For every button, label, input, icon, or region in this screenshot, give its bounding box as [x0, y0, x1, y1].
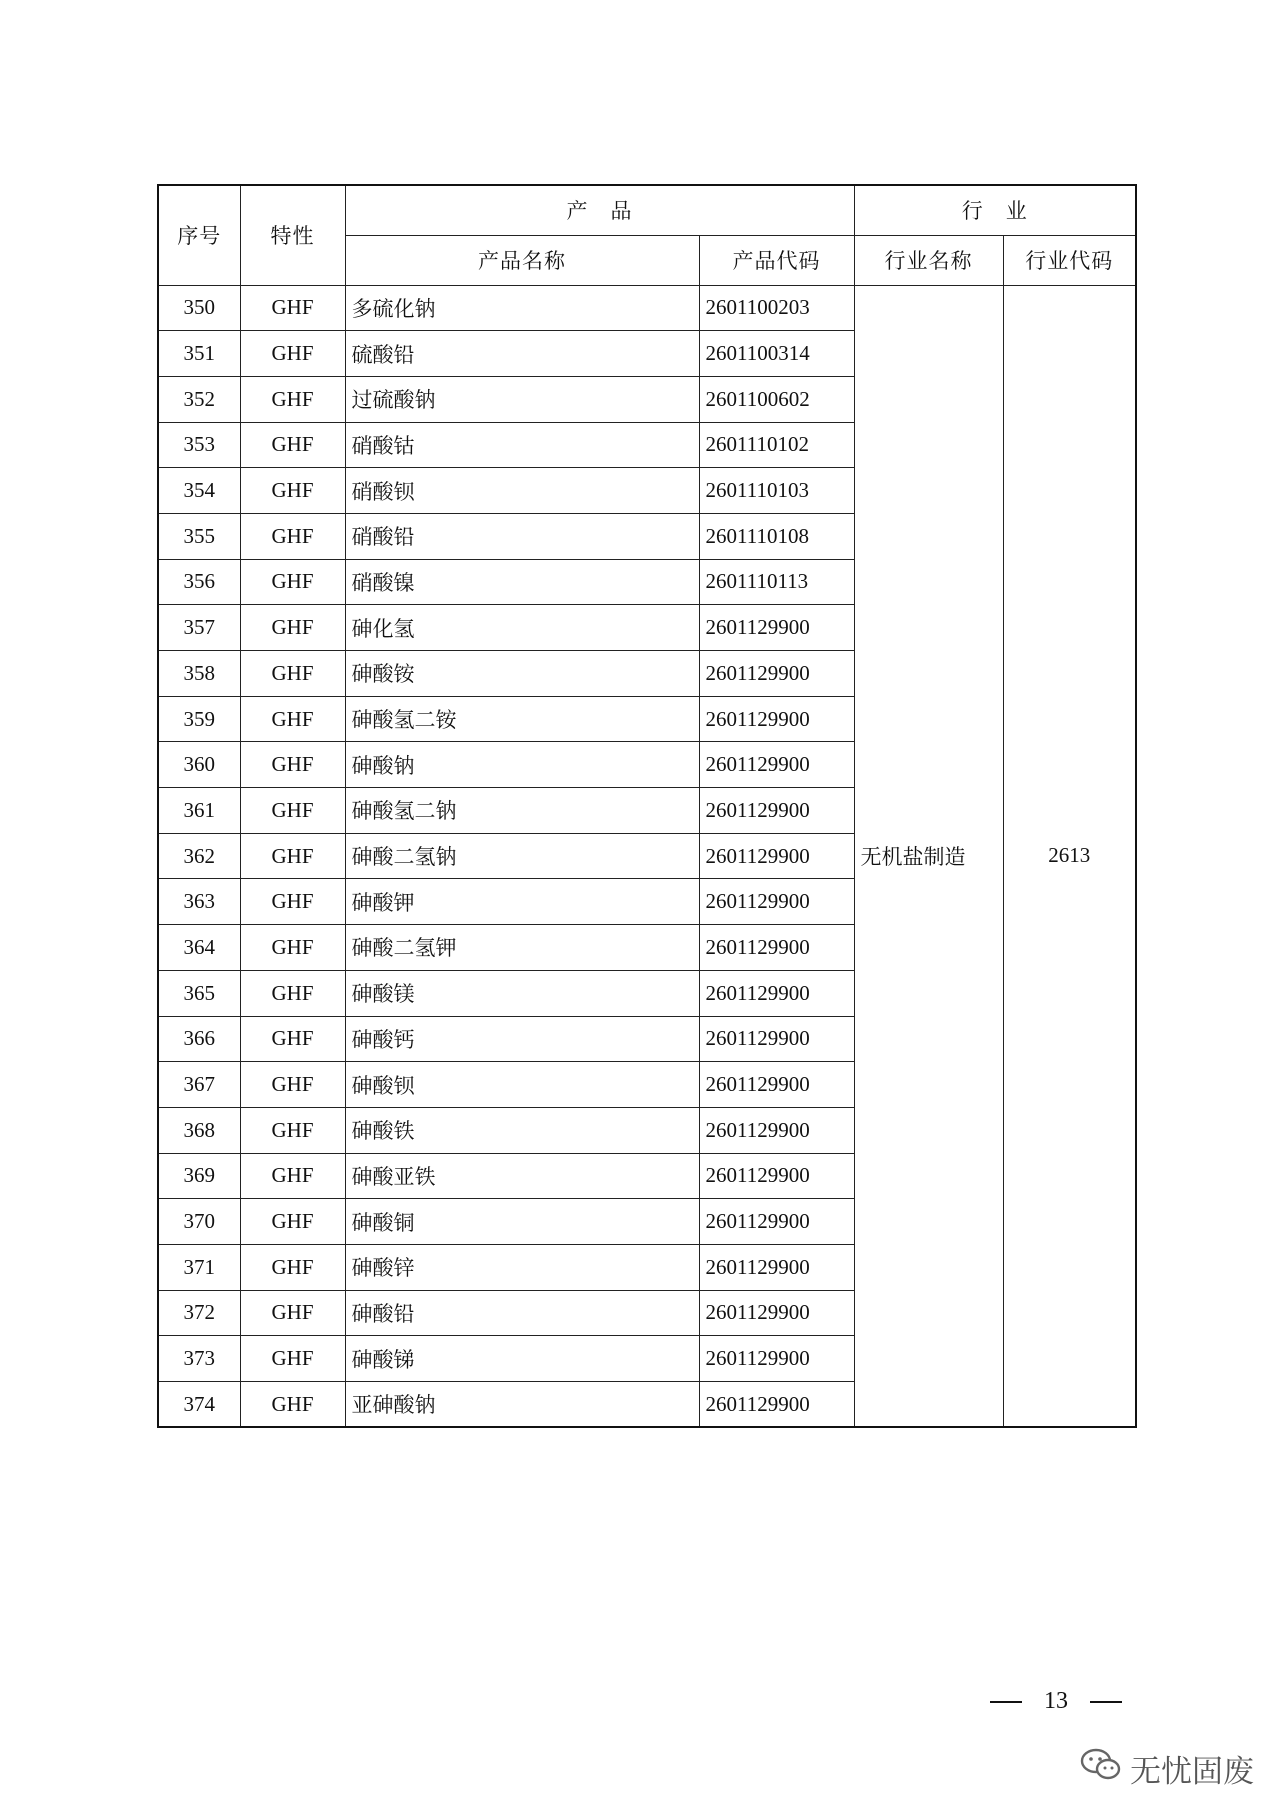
seq-cell: 351: [158, 331, 240, 377]
product-code-cell: 2601110102: [699, 422, 854, 468]
seq-cell: 354: [158, 468, 240, 514]
page-number: [990, 1688, 1122, 1715]
property-cell: GHF: [240, 1107, 345, 1153]
product-name-cell: 砷酸钠: [345, 742, 699, 788]
seq-cell: 364: [158, 925, 240, 971]
property-cell: GHF: [240, 605, 345, 651]
seq-cell: 368: [158, 1107, 240, 1153]
product-name-cell: 亚砷酸钠: [345, 1382, 699, 1428]
product-name-cell: 砷酸氢二铵: [345, 696, 699, 742]
product-name-cell: 砷酸亚铁: [345, 1153, 699, 1199]
property-cell: GHF: [240, 879, 345, 925]
product-code-cell: 2601129900: [699, 1107, 854, 1153]
seq-cell: 366: [158, 1016, 240, 1062]
property-cell: GHF: [240, 468, 345, 514]
product-code-cell: 2601110103: [699, 468, 854, 514]
product-name-cell: 砷酸二氢钠: [345, 833, 699, 879]
seq-cell: 352: [158, 376, 240, 422]
seq-cell: 370: [158, 1199, 240, 1245]
product-code-cell: 2601129900: [699, 651, 854, 697]
seq-cell: 367: [158, 1062, 240, 1108]
product-code-cell: 2601129900: [699, 1016, 854, 1062]
page-number-text: 13: [1044, 1688, 1068, 1714]
watermark: [1080, 1746, 1254, 1791]
property-cell: GHF: [240, 1153, 345, 1199]
product-code-cell: 2601110113: [699, 559, 854, 605]
industry-code-header: 行业代码: [1003, 235, 1136, 285]
product-name-cell: 硫酸铅: [345, 331, 699, 377]
table-row: [158, 285, 1136, 331]
property-cell: GHF: [240, 559, 345, 605]
property-cell: GHF: [240, 1382, 345, 1428]
property-cell: GHF: [240, 513, 345, 559]
industry-name-header: 行业名称: [854, 235, 1003, 285]
seq-cell: 363: [158, 879, 240, 925]
seq-cell: 362: [158, 833, 240, 879]
product-code-cell: 2601100203: [699, 285, 854, 331]
product-name-cell: 砷酸镁: [345, 970, 699, 1016]
product-industry-table: [157, 184, 1137, 1428]
wechat-icon: [1080, 1747, 1122, 1791]
page-dash-left: [990, 1701, 1022, 1703]
product-name-cell: 砷酸钾: [345, 879, 699, 925]
product-code-cell: 2601129900: [699, 970, 854, 1016]
property-cell: GHF: [240, 422, 345, 468]
seq-header: 序号: [158, 185, 240, 285]
product-code-cell: 2601129900: [699, 833, 854, 879]
property-cell: GHF: [240, 651, 345, 697]
property-cell: GHF: [240, 742, 345, 788]
product-code-cell: 2601129900: [699, 1199, 854, 1245]
property-cell: GHF: [240, 696, 345, 742]
seq-cell: 365: [158, 970, 240, 1016]
seq-cell: 353: [158, 422, 240, 468]
property-cell: GHF: [240, 925, 345, 971]
seq-cell: 357: [158, 605, 240, 651]
product-code-cell: 2601129900: [699, 1153, 854, 1199]
product-name-header: 产品名称: [345, 235, 699, 285]
product-code-cell: 2601129900: [699, 696, 854, 742]
product-name-cell: 砷酸铜: [345, 1199, 699, 1245]
seq-cell: 361: [158, 788, 240, 834]
seq-cell: 359: [158, 696, 240, 742]
product-name-cell: 硝酸镍: [345, 559, 699, 605]
seq-cell: 360: [158, 742, 240, 788]
seq-cell: 374: [158, 1382, 240, 1428]
property-cell: GHF: [240, 1244, 345, 1290]
seq-cell: 369: [158, 1153, 240, 1199]
product-name-cell: 硝酸钴: [345, 422, 699, 468]
product-code-cell: 2601129900: [699, 1336, 854, 1382]
seq-cell: 358: [158, 651, 240, 697]
product-code-cell: 2601129900: [699, 1244, 854, 1290]
property-cell: GHF: [240, 788, 345, 834]
product-name-cell: 砷酸锑: [345, 1336, 699, 1382]
product-name-cell: 砷酸锌: [345, 1244, 699, 1290]
seq-cell: 350: [158, 285, 240, 331]
product-name-cell: 砷酸二氢钾: [345, 925, 699, 971]
product-code-cell: 2601100602: [699, 376, 854, 422]
product-name-cell: 多硫化钠: [345, 285, 699, 331]
property-cell: GHF: [240, 1199, 345, 1245]
property-cell: GHF: [240, 833, 345, 879]
product-name-cell: 硝酸铅: [345, 513, 699, 559]
product-code-cell: 2601129900: [699, 1382, 854, 1428]
property-cell: GHF: [240, 970, 345, 1016]
seq-cell: 371: [158, 1244, 240, 1290]
industry-code-cell: 2613: [1003, 285, 1136, 1427]
product-name-cell: 硝酸钡: [345, 468, 699, 514]
product-name-cell: 砷酸铁: [345, 1107, 699, 1153]
product-code-cell: 2601129900: [699, 742, 854, 788]
product-name-cell: 砷酸铵: [345, 651, 699, 697]
product-code-cell: 2601129900: [699, 925, 854, 971]
product-name-cell: 过硫酸钠: [345, 376, 699, 422]
product-code-header: 产品代码: [699, 235, 854, 285]
seq-cell: 355: [158, 513, 240, 559]
product-code-cell: 2601129900: [699, 879, 854, 925]
page-dash-right: [1090, 1701, 1122, 1703]
product-code-cell: 2601100314: [699, 331, 854, 377]
property-cell: GHF: [240, 285, 345, 331]
seq-cell: 356: [158, 559, 240, 605]
product-code-cell: 2601129900: [699, 1062, 854, 1108]
product-group-header: 产 品: [345, 185, 854, 235]
property-cell: GHF: [240, 331, 345, 377]
seq-cell: 372: [158, 1290, 240, 1336]
product-code-cell: 2601129900: [699, 788, 854, 834]
property-cell: GHF: [240, 1290, 345, 1336]
industry-name-cell: 无机盐制造: [854, 285, 1003, 1427]
product-name-cell: 砷酸钙: [345, 1016, 699, 1062]
product-name-cell: 砷酸钡: [345, 1062, 699, 1108]
seq-cell: 373: [158, 1336, 240, 1382]
property-cell: GHF: [240, 1336, 345, 1382]
product-name-cell: 砷化氢: [345, 605, 699, 651]
watermark-text: 无忧固废: [1130, 1754, 1254, 1790]
property-header: 特性: [240, 185, 345, 285]
property-cell: GHF: [240, 1016, 345, 1062]
product-name-cell: 砷酸铅: [345, 1290, 699, 1336]
property-cell: GHF: [240, 376, 345, 422]
product-code-cell: 2601129900: [699, 605, 854, 651]
product-code-cell: 2601129900: [699, 1290, 854, 1336]
property-cell: GHF: [240, 1062, 345, 1108]
industry-group-header: 行 业: [854, 185, 1136, 235]
product-code-cell: 2601110108: [699, 513, 854, 559]
product-name-cell: 砷酸氢二钠: [345, 788, 699, 834]
